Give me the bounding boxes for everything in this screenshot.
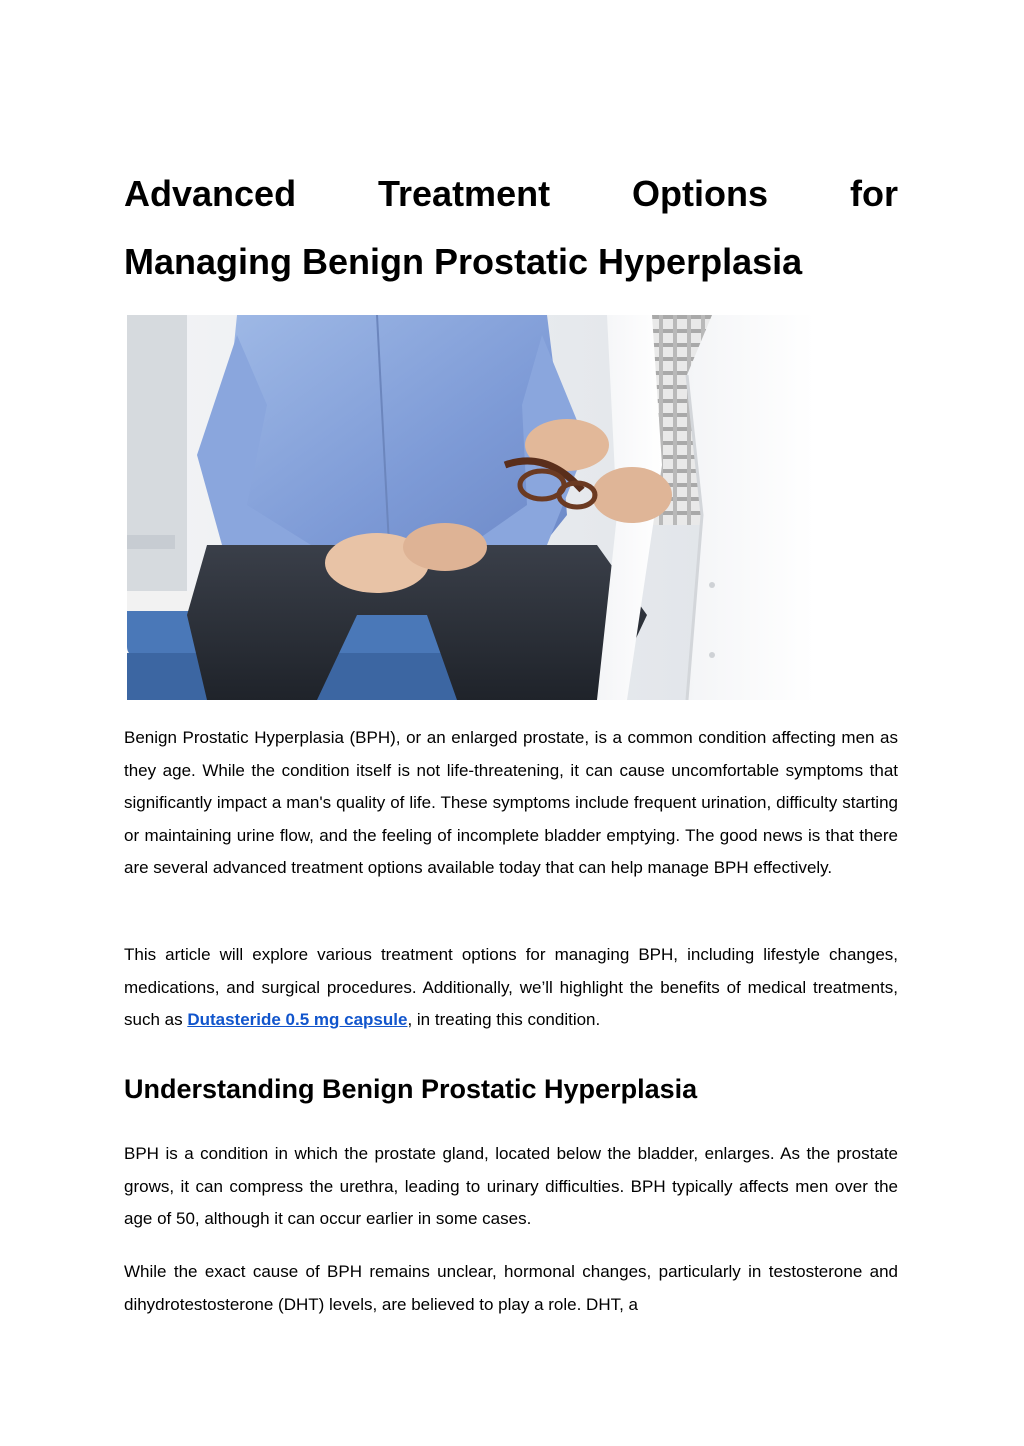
title-word: Treatment [378,173,551,214]
section-heading-understanding-bph: Understanding Benign Prostatic Hyperplasia [124,1074,698,1104]
dutasteride-link[interactable]: Dutasteride 0.5 mg capsule [187,1010,408,1030]
title-word: Options [632,173,769,214]
section-paragraph-2: While the exact cause of BPH remains unclear, hormonal changes, particularly in testosterone and dihydrotestosterone (DHT) levels, are believed to play a role. DHT, a [124,1262,898,1314]
title-word: for [849,173,898,214]
title-line-2: Managing Benign Prostatic Hyperplasia [124,241,803,282]
section-paragraph-1: BPH is a condition in which the prostate gland, located below the bladder, enlarges. As the prostate grows, it can compress the urethra, leading to urinary difficulties. BPH typically affects men over the age of 50, although it can occur earlier in some cases. [124,1144,898,1229]
hero-image [127,315,815,700]
intro-paragraph-2 [124,939,898,1037]
intro-paragraph-2-text-after: , in treating this condition. [407,1010,601,1030]
intro-paragraph-2-text-before: This article will explore various treatment options for managing BPH, including lifestyle changes, medications, and surgical procedures. Additionally, we’ll highlight the benefits of medical treatments, such as [124,945,898,1030]
doctor-patient-illustration [127,315,815,700]
intro-paragraph-1: Benign Prostatic Hyperplasia (BPH), or an enlarged prostate, is a common condition affecting men as they age. While the condition itself is not life-threatening, it can cause uncomfortable symptoms that significantly impact a man's quality of life. These symptoms include frequent urination, difficulty starting or maintaining urine flow, and the feeling of incomplete bladder emptying. The good news is that there are several advanced treatment options available today that can help manage BPH effectively. [124,728,898,878]
page-title [124,160,898,296]
title-word: Advanced [124,173,297,214]
title-line-1 [124,160,898,228]
